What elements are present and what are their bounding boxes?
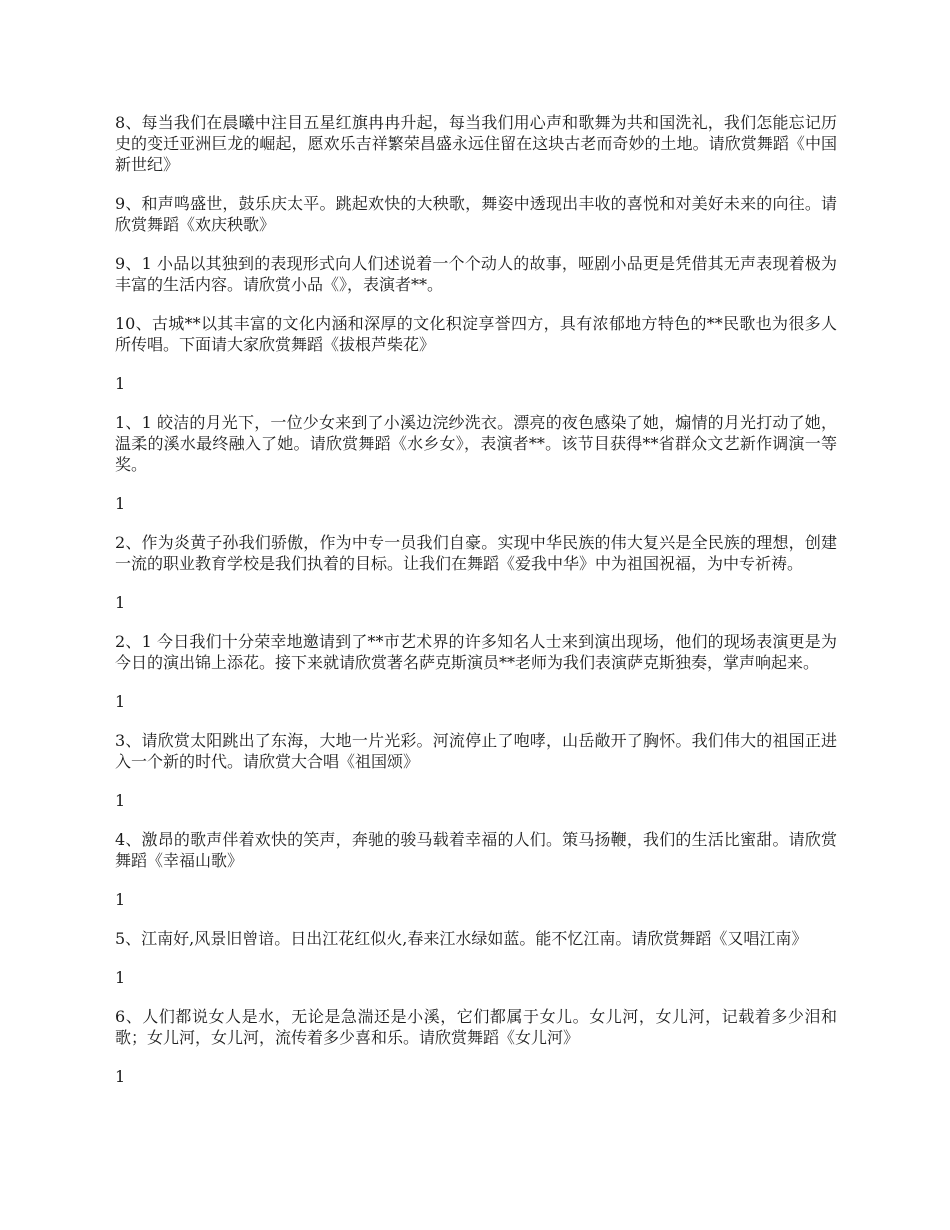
paragraph: 2、1 今日我们十分荣幸地邀请到了**市艺术界的许多知名人士来到演出现场，他们的现场表演更是为今日的演出锦上添花。接下来就请欣赏著名萨克斯演员**老师为我们表演萨克斯独奏，掌声响起来。: [115, 632, 837, 672]
paragraph: 4、激昂的歌声伴着欢快的笑声，奔驰的骏马载着幸福的人们。策马扬鞭，我们的生活比蜜甜。请欣赏舞蹈《幸福山歌》: [115, 830, 837, 870]
paragraph: 9、1 小品以其独到的表现形式向人们述说着一个个动人的故事，哑剧小品更是凭借其无声表现着极为丰富的生活内容。请欣赏小品《》，表演者**。: [115, 254, 837, 294]
section-number: 1: [115, 890, 126, 909]
section-number: 1: [115, 1067, 126, 1086]
paragraph: 8、每当我们在晨曦中注目五星红旗冉冉升起，每当我们用心声和歌舞为共和国洗礼，我们怎能忘记历史的变迁亚洲巨龙的崛起，愿欢乐吉祥繁荣昌盛永远住留在这块古老而奇妙的土地。请欣赏舞蹈《中国新世纪》: [115, 113, 837, 174]
paragraph: 6、人们都说女人是水，无论是急湍还是小溪，它们都属于女儿。女儿河，女儿河，记载着多少泪和歌；女儿河，女儿河，流传着多少喜和乐。请欣赏舞蹈《女儿河》: [115, 1007, 837, 1047]
section-number: 1: [115, 593, 126, 612]
paragraph: 9、和声鸣盛世，鼓乐庆太平。跳起欢快的大秧歌，舞姿中透现出丰收的喜悦和对美好未来的向往。请欣赏舞蹈《欢庆秧歌》: [115, 194, 837, 234]
paragraph: 5、江南好,风景旧曾谙。日出江花红似火,春来江水绿如蓝。能不忆江南。请欣赏舞蹈《又唱江南》: [115, 929, 808, 948]
section-number: 1: [115, 791, 126, 810]
section-number: 1: [115, 374, 126, 393]
paragraph: 2、作为炎黄子孙我们骄傲，作为中专一员我们自豪。实现中华民族的伟大复兴是全民族的理想，创建一流的职业教育学校是我们执着的目标。让我们在舞蹈《爱我中华》中为祖国祝福，为中专祈祷。: [115, 533, 837, 573]
document-page: [115, 112, 837, 1105]
section-number: 1: [115, 692, 126, 711]
paragraph: 1、1 皎洁的月光下，一位少女来到了小溪边浣纱洗衣。漂亮的夜色感染了她，煽情的月光打动了她，温柔的溪水最终融入了她。请欣赏舞蹈《水乡女》，表演者**。该节目获得**省群众文艺新作调演一等奖。: [115, 413, 837, 474]
section-number: 1: [115, 494, 126, 513]
section-number: 1: [115, 968, 126, 987]
paragraph: 3、请欣赏太阳跳出了东海，大地一片光彩。河流停止了咆哮，山岳敞开了胸怀。我们伟大的祖国正进入一个新的时代。请欣赏大合唱《祖国颂》: [115, 731, 837, 771]
paragraph: 10、古城**以其丰富的文化内涵和深厚的文化积淀享誉四方，具有浓郁地方特色的**民歌也为很多人所传唱。下面请大家欣赏舞蹈《拔根芦柴花》: [115, 314, 837, 354]
